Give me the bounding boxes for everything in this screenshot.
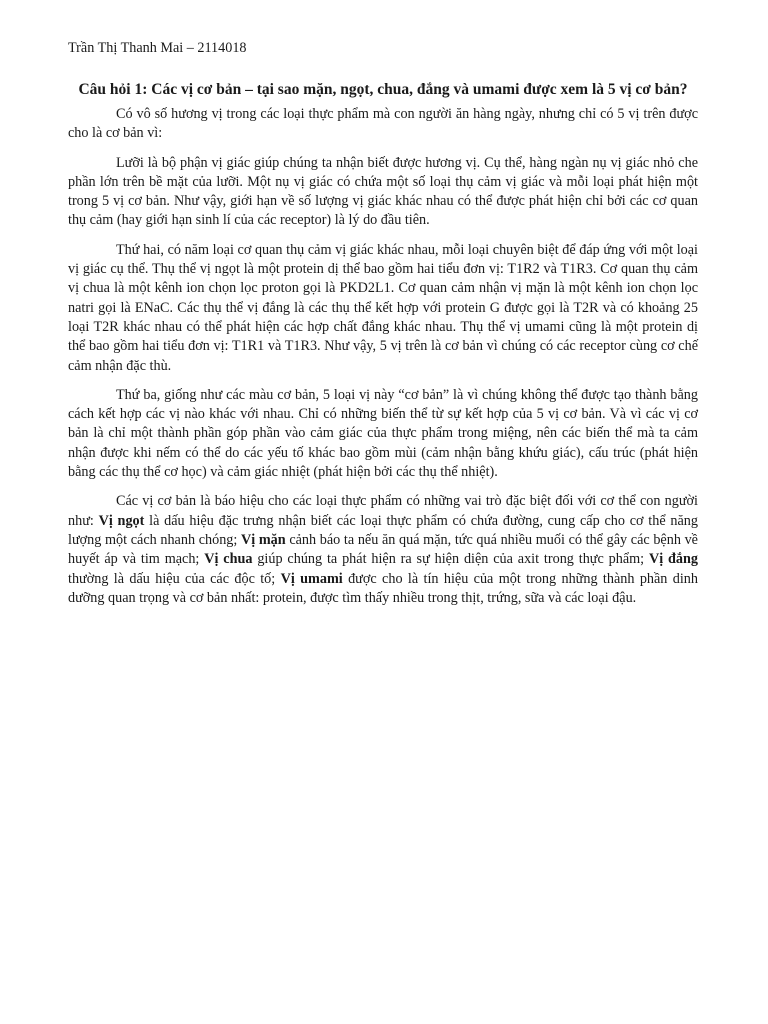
sweet-text: là dấu hiệu đặc trưng nhận biết các loại thực phẩm có chứa đường, cung cấp cho cơ thể năng lượng một cách nhanh chóng; — [68, 512, 698, 548]
sweet-label: Vị ngọt — [98, 512, 145, 529]
paragraph-taste-roles — [68, 492, 698, 608]
paragraph-tongue: Lưỡi là bộ phận vị giác giúp chúng ta nhận biết được hương vị. Cụ thể, hàng ngàn nụ vị giác nhỏ che phần lớn trên bề mặt của lưỡi. Một nụ vị giác có chứa một số loại thụ cảm vị giác và mỗi loại phát hiện một trong 5 vị cơ bản. Như vậy, giới hạn về số lượng vị giác khác nhau có thể được phát hiện chỉ bởi các cơ quan thụ cảm (hay giới hạn sinh lí của các receptor) là lý do đầu tiên. — [68, 154, 698, 229]
sour-text: giúp chúng ta phát hiện ra sự hiện diện của axit trong thực phẩm; — [252, 551, 649, 568]
paragraph-receptors: Thứ hai, có năm loại cơ quan thụ cảm vị giác khác nhau, mỗi loại chuyên biệt để đáp ứng với một loại vị giác cụ thể. Thụ thể vị ngọt là một protein dị thể bao gồm hai tiểu đơn vị: T1R2 và T1R3. Cơ quan thụ cảm vị chua là một kênh ion chọn lọc proton gọi là PKD2L1. Cơ quan cảm nhận vị mặn là một kênh ion chọn lọc natri gọi là ENaC. Các thụ thể vị đắng là các thụ thể kết hợp với protein G được gọi là T2R và có khoảng 25 loại T2R khác nhau có thể phát hiện các hợp chất đắng khác nhau. Thụ thể vị umami cũng là một protein dị thể bao gồm hai tiểu đơn vị: T1R1 và T1R3. Như vậy, 5 vị trên là cơ bản vì chúng có các receptor cùng cơ chế cảm nhận đặc thù. — [68, 241, 698, 374]
salty-text: cảnh báo ta nếu ăn quá mặn, tức quá nhiều muối có thể gây các bệnh về huyết áp và tim mạch; — [68, 531, 698, 568]
bitter-label: Vị đắng — [648, 551, 699, 568]
paragraph-intro: Có vô số hương vị trong các loại thực phẩm mà con người ăn hàng ngày, nhưng chỉ có 5 vị trên được cho là cơ bản vì: — [68, 106, 698, 142]
salty-label: Vị mặn — [241, 531, 286, 548]
paragraph-primary-tastes: Thứ ba, giống như các màu cơ bản, 5 loại vị này “cơ bản” là vì chúng không thể được tạo thành bằng cách kết hợp các vị nào khác với nhau. Chỉ có những biến thể từ sự kết hợp của 5 vị cơ bản. Và vì các vị cơ bản là chỉ một thành phần góp phần vào cảm giác của thực phẩm trong miệng, nên các biến thể mà ta cảm nhận được khi nếm có thể do các yếu tố khác bao gồm mùi (cảm nhận bằng khứu giác), cấu trúc (phát hiện bằng các thụ thể cơ học) và cảm giác nhiệt (phát hiện bởi các thụ thể nhiệt). — [68, 386, 698, 481]
umami-label: Vị umami — [280, 570, 343, 587]
document-page — [68, 38, 698, 618]
umami-text: được cho là tín hiệu của một trong những thành phần dinh dưỡng quan trọng và cơ bản nhất: protein, được tìm thấy nhiều trong thịt, trứng, sữa và các loại đậu. — [68, 570, 698, 606]
sour-label: Vị chua — [204, 551, 253, 568]
author-line: Trần Thị Thanh Mai – 2114018 — [68, 40, 247, 56]
roles-intro: Các vị cơ bản là báo hiệu cho các loại thực phẩm có những vai trò đặc biệt đối với cơ thể con người như: — [68, 493, 698, 529]
bitter-text: thường là dấu hiệu của các độc tố; — [68, 570, 281, 587]
question-title: Câu hỏi 1: Các vị cơ bản – tại sao mặn, ngọt, chua, đắng và umami được xem là 5 vị cơ bản? — [78, 81, 688, 98]
